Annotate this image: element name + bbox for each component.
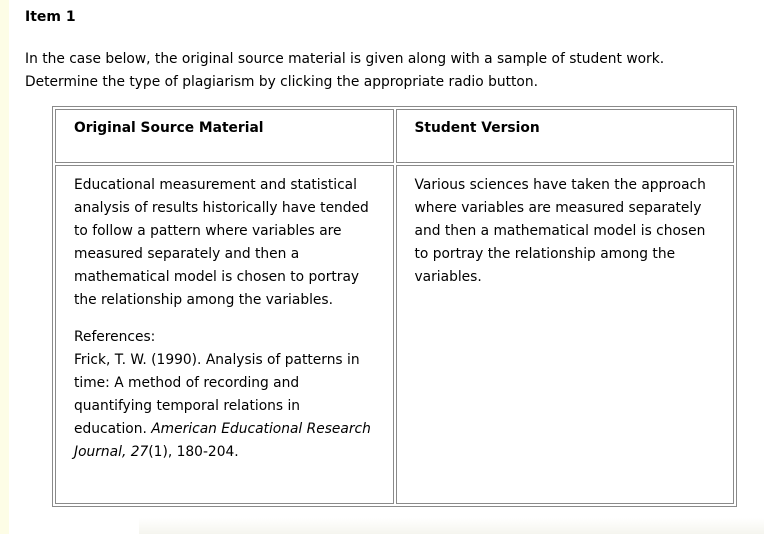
citation-volume: 27 xyxy=(130,444,149,460)
original-source-header: Original Source Material xyxy=(55,109,394,163)
instructions-line-2: Determine the type of plagiarism by clicking the appropriate radio button. xyxy=(25,74,538,90)
original-source-cell xyxy=(55,165,394,504)
student-version-header: Student Version xyxy=(396,109,735,163)
citation-issue-pages: (1), 180-204. xyxy=(148,444,239,460)
comparison-table xyxy=(52,106,737,507)
reference-citation xyxy=(74,349,375,464)
table-content-row xyxy=(55,165,734,504)
citation-journal: American Educational Research Journal, xyxy=(74,421,371,460)
references-label: References: xyxy=(74,329,156,345)
instructions xyxy=(25,48,755,94)
table-header-row xyxy=(55,109,734,163)
student-version-cell xyxy=(396,165,735,504)
student-version-text: Various sciences have taken the approach where variables are measured separately and then a mathematical model is chosen to portray the relationship among the variables. xyxy=(414,177,706,285)
original-source-text: Educational measurement and statistical analysis of results historically have tended to follow a pattern where variables are measured separately and then a mathematical model is chosen to portray the relationship among the variables. xyxy=(74,177,369,308)
page-content xyxy=(9,0,764,534)
citation-author: Frick, T. W. (1990). Analysis of patterns in time: A method of recording and quantifying temporal relations in education. xyxy=(74,352,360,437)
item-title: Item 1 xyxy=(25,9,76,25)
page-bottom-shadow xyxy=(139,518,764,534)
instructions-line-1: In the case below, the original source material is given along with a sample of student work. xyxy=(25,51,665,67)
